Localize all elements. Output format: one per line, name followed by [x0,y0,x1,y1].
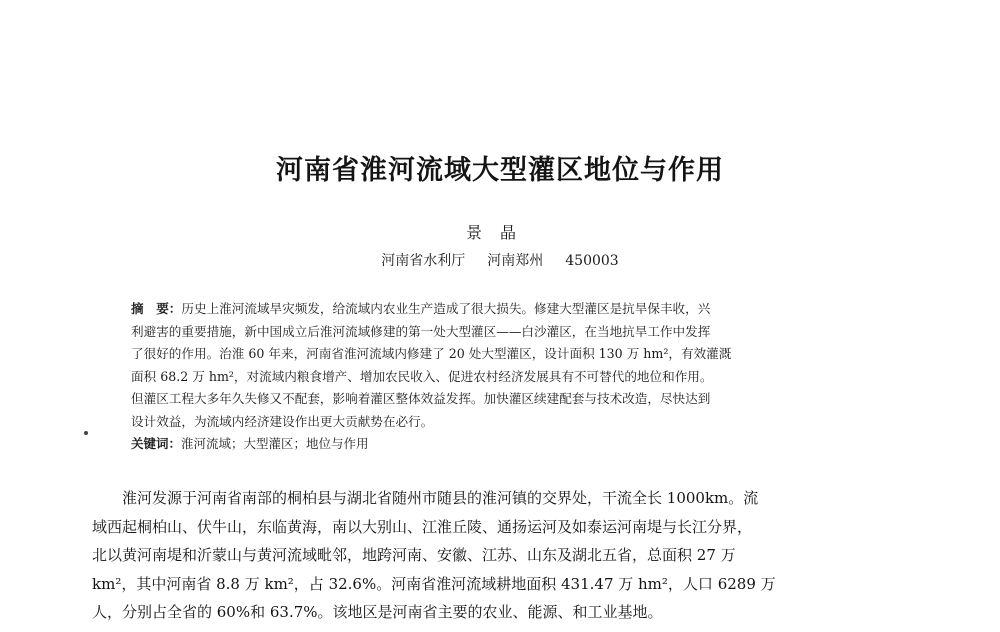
abstract-line [131,298,861,321]
abstract-text: 历史上淮河流域旱灾频发，给流域内农业生产造成了很大损失。修建大型灌区是抗旱保丰收，兴 [181,301,711,316]
keywords-label: 关键词： [131,436,182,451]
affiliation [0,250,1000,270]
abstract-line: 面积 68.2 万 hm²，对流域内粮食增产、增加农民收入、促进农村经济发展具有不可替代的地位和作用。 [131,368,713,384]
abstract [131,298,861,456]
body-line: 人，分别占全省的 60%和 63.7%。该地区是河南省主要的农业、能源、和工业基地。 [92,603,663,621]
body-paragraph [92,484,912,627]
abstract-line: 利避害的重要措施，新中国成立后淮河流域修建的第一处大型灌区——白沙灌区，在当地抗旱工作中发挥 [131,323,711,339]
affiliation-city: 河南郑州 [487,253,544,269]
scan-speck [84,431,88,435]
abstract-label: 摘 要： [131,301,182,316]
paper-title: 河南省淮河流域大型灌区地位与作用 [276,155,724,186]
author-name: 景晶 [465,223,534,242]
body-line: km²，其中河南省 8.8 万 km²，占 32.6%。河南省淮河流域耕地面积 431.47 万 hm²，人口 6289 万 [92,574,776,593]
body-line: 淮河发源于河南省南部的桐柏县与湖北省随州市随县的淮河镇的交界处，干流全长 1000km。流 [122,489,759,507]
body-line: 域西起桐柏山、伏牛山，东临黄海，南以大别山、江淮丘陵、通扬运河及如泰运河南堤与长江分界， [92,517,753,536]
abstract-line: 但灌区工程大多年久失修又不配套，影响着灌区整体效益发挥。加快灌区续建配套与技术改造，尽快达到 [131,391,711,406]
keywords [131,433,861,456]
abstract-line: 了很好的作用。治淮 60 年来，河南省淮河流域内修建了 20 处大型灌区，设计面积 130 万 hm²，有效灌溉 [131,346,732,361]
affiliation-postcode: 450003 [565,253,619,269]
affiliation-org: 河南省水利厅 [381,253,466,269]
body-line: 北以黄河南堤和沂蒙山与黄河流域毗邻，地跨河南、安徽、江苏、山东及湖北五省，总面积 27 万 [92,546,736,564]
keywords-text: 淮河流域；大型灌区；地位与作用 [181,436,369,451]
abstract-line: 设计效益，为流域内经济建设作出更大贡献势在必行。 [131,413,434,429]
